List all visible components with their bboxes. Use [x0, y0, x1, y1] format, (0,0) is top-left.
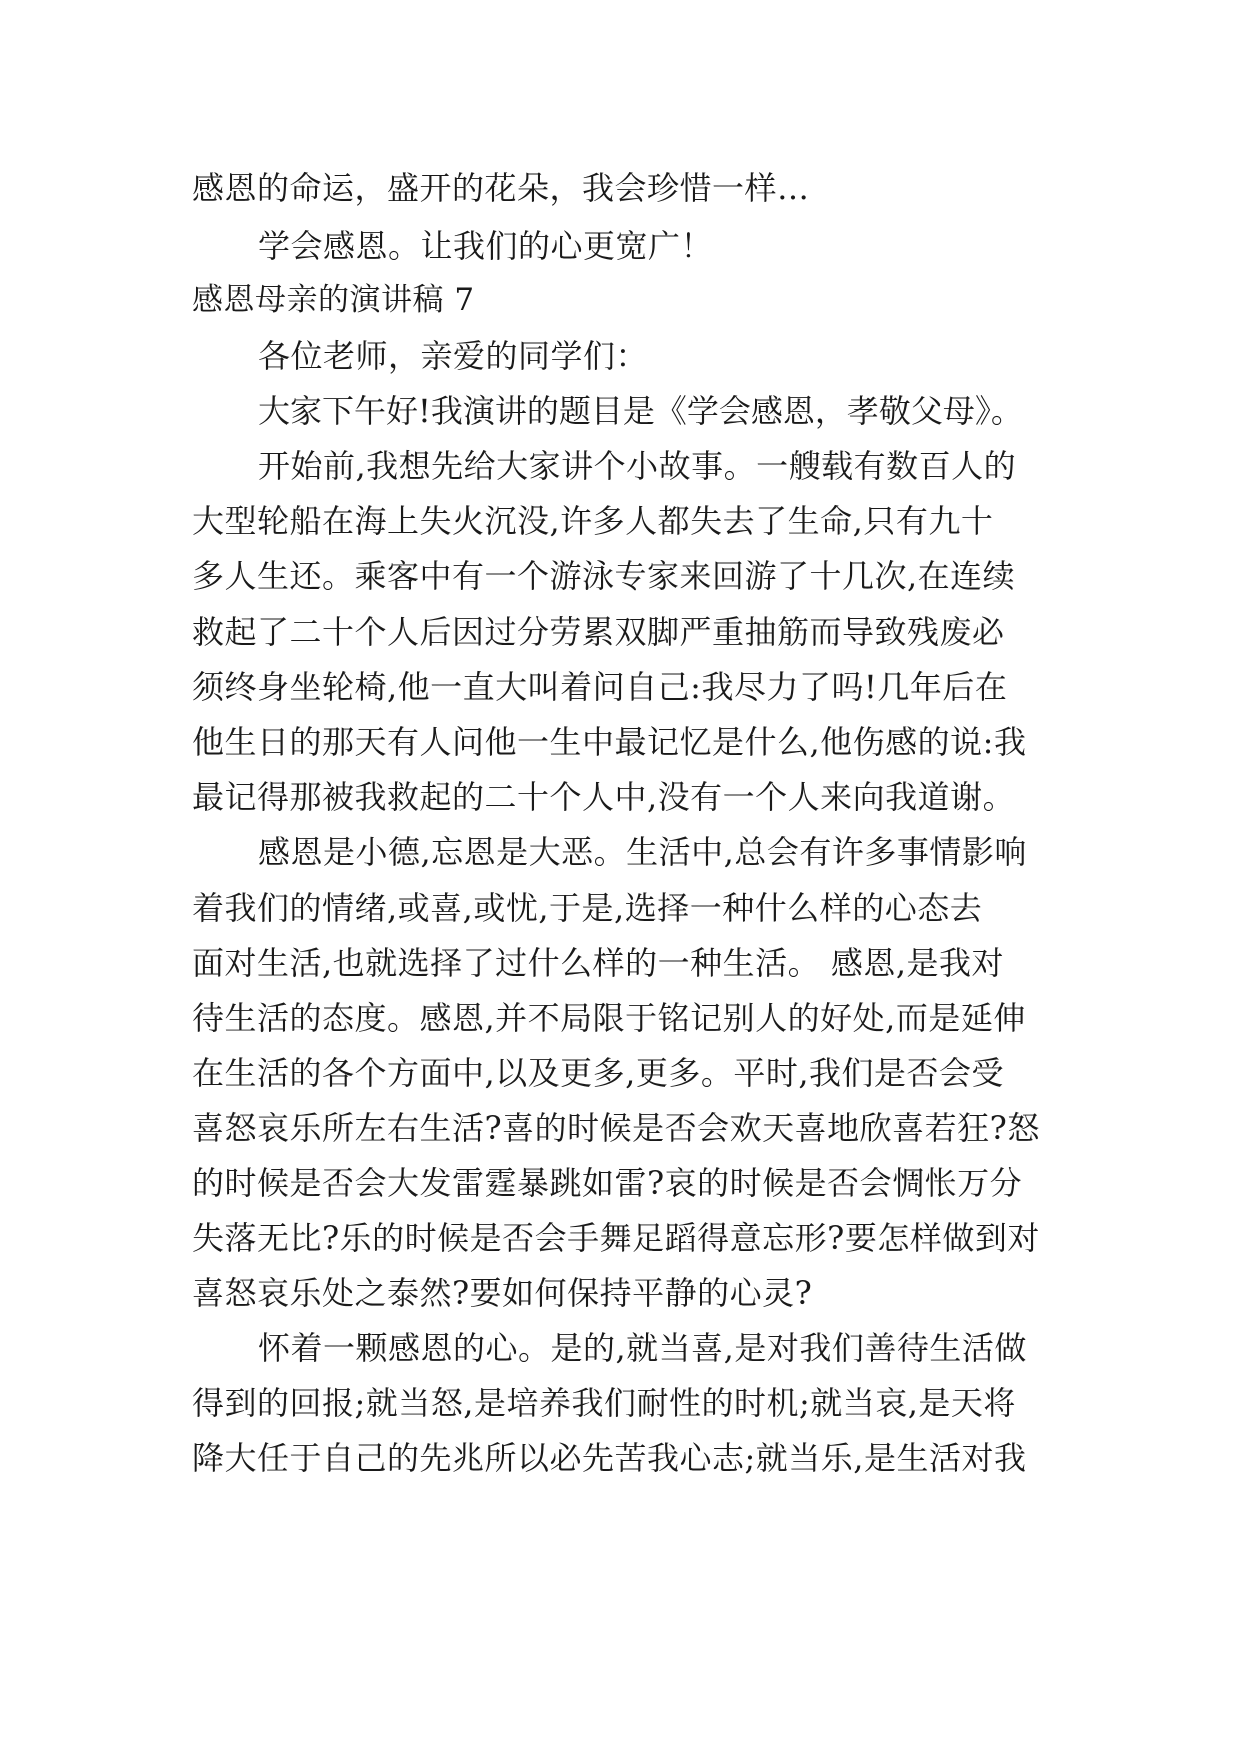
text-line: 开始前,我想先给大家讲个小故事。一艘载有数百人的 — [258, 447, 1017, 485]
text-line: 最记得那被我救起的二十个人中,没有一个人来向我道谢。 — [192, 778, 1016, 816]
text-line: 降大任于自己的先兆所以必先苦我心志;就当乐,是生活对我 — [192, 1439, 1027, 1477]
section-heading: 感恩母亲的演讲稿 7 — [192, 282, 475, 318]
salutation: 各位老师，亲爱的同学们： — [258, 337, 649, 375]
text-line: 大型轮船在海上失火沉没,许多人都失去了生命,只有九十 — [192, 502, 994, 540]
text-line: 得到的回报;就当怒,是培养我们耐性的时机;就当哀,是天将 — [192, 1384, 1016, 1422]
text-line: 喜怒哀乐所左右生活?喜的时候是否会欢天喜地欣喜若狂?怒 — [192, 1109, 1040, 1147]
text-line: 大家下午好!我演讲的题目是《学会感恩，孝敬父母》。 — [258, 392, 1023, 430]
text-line: 他生日的那天有人问他一生中最记忆是什么,他伤感的说:我 — [192, 723, 1027, 761]
text-line: 感恩是小德,忘恩是大恶。生活中,总会有许多事情影响 — [258, 833, 1027, 871]
text-line: 怀着一颗感恩的心。是的,就当喜,是对我们善待生活做 — [258, 1329, 1027, 1367]
text-line: 喜怒哀乐处之泰然?要如何保持平静的心灵? — [192, 1274, 813, 1312]
text-line: 面对生活,也就选择了过什么样的一种生活。 感恩,是我对 — [192, 944, 1005, 982]
text-line: 待生活的态度。感恩,并不局限于铭记别人的好处,而是延伸 — [192, 999, 1026, 1037]
text-line: 救起了二十个人后因过分劳累双脚严重抽筋而导致残废必 — [192, 613, 1005, 651]
text-line: 的时候是否会大发雷霆暴跳如雷?哀的时候是否会惆怅万分 — [192, 1164, 1023, 1202]
text-line: 多人生还。乘客中有一个游泳专家来回游了十几次,在连续 — [192, 557, 1016, 595]
text-line: 感恩的命运，盛开的花朵，我会珍惜一样… — [192, 169, 810, 207]
text-line: 在生活的各个方面中,以及更多,更多。平时,我们是否会受 — [192, 1054, 1005, 1092]
text-line: 学会感恩。让我们的心更宽广！ — [258, 227, 714, 265]
text-line: 着我们的情绪,或喜,或忧,于是,选择一种什么样的心态去 — [192, 889, 983, 927]
text-line: 须终身坐轮椅,他一直大叫着问自己:我尽力了吗!几年后在 — [192, 668, 1008, 706]
text-line: 失落无比?乐的时候是否会手舞足蹈得意忘形?要怎样做到对 — [192, 1219, 1040, 1257]
